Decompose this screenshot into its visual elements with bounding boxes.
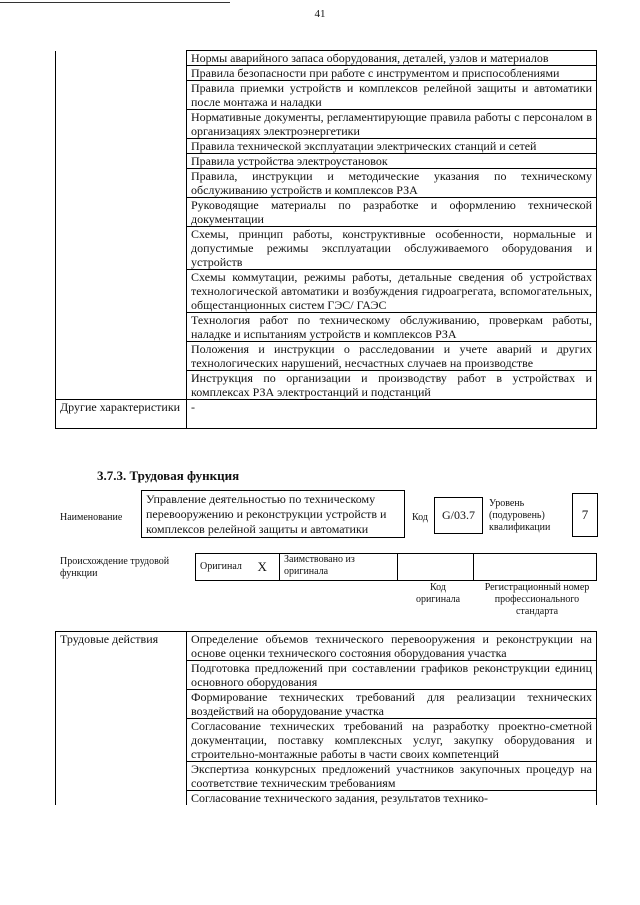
- other-characteristics-value: -: [187, 400, 597, 429]
- actions-label: Трудовые действия: [56, 632, 187, 806]
- table-cell: Подготовка предложений при составлении графиков реконструкции единиц основного оборудования: [187, 661, 597, 690]
- other-characteristics-label: Другие характеристики: [56, 400, 187, 429]
- table-cell: Правила безопасности при работе с инструментом и приспособлениями: [187, 66, 597, 81]
- code-value: G/03.7: [442, 508, 475, 522]
- table-cell: Экспертиза конкурсных предложений участников закупочных процедур на соответствие техническим требованиям: [187, 762, 597, 791]
- table-cell: Правила приемки устройств и комплексов релейной защиты и автоматики после монтажа и наладки: [187, 81, 597, 110]
- table-cell: Согласование технического задания, результатов технико-: [187, 791, 597, 806]
- table-cell: Положения и инструкции о расследовании и учете аварий и других технологических нарушений, несчастных случаев на производстве: [187, 342, 597, 371]
- table-cell: Правила, инструкции и методические указания по техническому обслуживанию устройств и комплексов РЗА: [187, 169, 597, 198]
- origin-code-cell: [398, 554, 474, 581]
- code-caption: Код оригинала: [415, 582, 461, 605]
- actions-table: [55, 631, 597, 805]
- code-label: Код: [412, 512, 428, 523]
- origin-reg-cell: [474, 554, 597, 581]
- original-label: Оригинал: [196, 554, 254, 581]
- table-cell: Правила технической эксплуатации электрических станций и сетей: [187, 139, 597, 154]
- section-title: 3.7.3. Трудовая функция: [97, 468, 240, 483]
- page-number: 41: [314, 8, 326, 20]
- table-cell: Определение объемов технического перевооружения и реконструкции на основе оценки технического состояния оборудования участка: [187, 632, 597, 661]
- function-name-box: [141, 490, 405, 538]
- table-cell: Формирование технических требований для реализации технических воздействий на оборудование участка: [187, 690, 597, 719]
- origin-label: Происхождение трудовой функции: [60, 556, 170, 579]
- table-cell: Схемы, принцип работы, конструктивные особенности, нормальные и допустимые режимы эксплуатации обслуживаемого оборудования и устройств: [187, 227, 597, 270]
- reg-caption: Регистрационный номер профессионального стандарта: [484, 582, 590, 617]
- level-box: [572, 493, 598, 537]
- function-name-text: Управление деятельностью по техническому перевооружению и реконструкции устройств и комплексов релейной защиты и автоматики: [146, 492, 387, 536]
- table-left-cell: [56, 51, 187, 400]
- table-cell: Руководящие материалы по разработке и оформлению технической документации: [187, 198, 597, 227]
- table-cell: Схемы коммутации, режимы работы, детальные сведения об устройствах технологической автоматики и возбуждения гидроагрегата, вспомогательных, общестанционных систем ГЭС/ ГАЭС: [187, 270, 597, 313]
- borrowed-label: Заимствовано из оригинала: [280, 554, 398, 581]
- table-cell: Нормативные документы, регламентирующие правила работы с персоналом в организациях электроэнергетики: [187, 110, 597, 139]
- origin-table: [195, 553, 597, 581]
- top-edge-line: [0, 2, 230, 3]
- table-cell: Технология работ по техническому обслуживанию, проверкам работы, наладке и испытаниям устройств и комплексов РЗА: [187, 313, 597, 342]
- table-row: [56, 400, 597, 429]
- table-cell: Правила устройства электроустановок: [187, 154, 597, 169]
- table-cell: Инструкция по организации и производству работ в устройствах и комплексах РЗА электростанций и подстанций: [187, 371, 597, 400]
- knowledge-table: [55, 50, 597, 429]
- table-cell: Согласование технических требований на разработку проектно-сметной документации, поставку комплексных услуг, закупку оборудования и строительно-монтажные работы в части своих компетенций: [187, 719, 597, 762]
- level-value: 7: [581, 507, 589, 522]
- table-row: [56, 51, 597, 66]
- level-label: Уровень (подуровень) квалификации: [489, 498, 551, 533]
- original-mark: X: [254, 554, 280, 581]
- table-row: [56, 632, 597, 661]
- table-cell: Нормы аварийного запаса оборудования, деталей, узлов и материалов: [187, 51, 597, 66]
- code-box: [434, 497, 483, 534]
- name-label: Наименование: [60, 512, 123, 523]
